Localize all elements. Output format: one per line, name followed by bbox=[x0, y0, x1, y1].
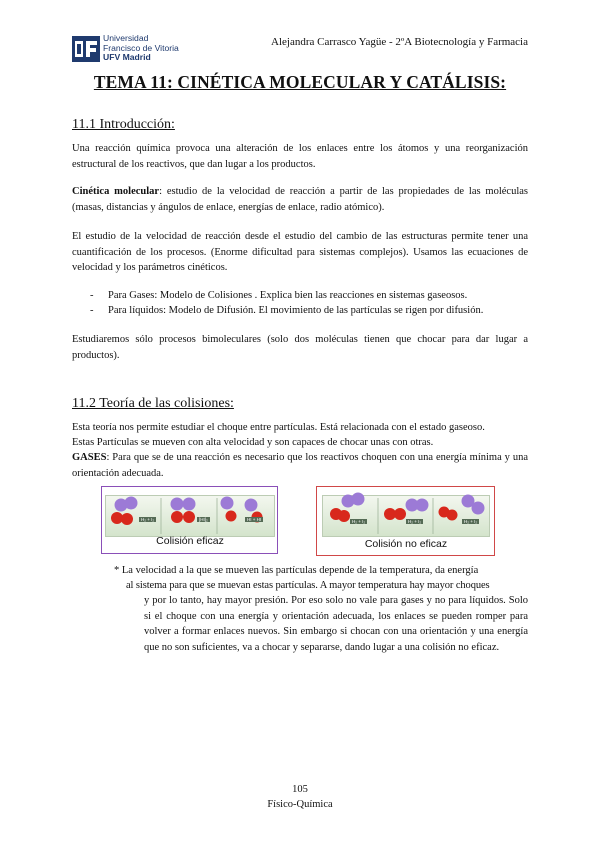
bullet-liquids: Para líquidos: Modelo de Difusión. El movimiento de las partículas se rigen por difusión. bbox=[108, 305, 484, 316]
list-item: - Para líquidos: Modelo de Difusión. El movimiento de las partículas se rigen por difusión. bbox=[90, 305, 484, 316]
ineffective-collision-illustration bbox=[322, 488, 488, 536]
panel-label: H₂ + I₂ bbox=[352, 519, 366, 524]
panel-label: [HI]₂ bbox=[199, 517, 208, 522]
paragraph-collision-theory-2: Estas Partículas se mueven con alta velocidad y son capaces de chocar unas con otras. bbox=[72, 437, 434, 448]
paragraph-intro: Una reacción química provoca una alteración de los enlaces entre los átomos y una reorganización estructural de los reactivos, que dan lugar a los productos. bbox=[72, 143, 528, 170]
logo-line-3: UFV Madrid bbox=[103, 52, 151, 63]
university-crest-icon bbox=[72, 36, 100, 62]
panel-label: H₂ + I₂ bbox=[141, 517, 155, 522]
note-paragraph: y por lo tanto, hay mayor presión. Por eso solo no vale para gases y no para líquidos. Solo si el choque con una energía y orientación adecuada, los enlaces se pueden romper para volver a formar enlaces nuevos. Sin embargo si chocan con una orientación y una energía que no son suficientes, va a chocar y separarse, dando lugar a una colisión no eficaz. bbox=[144, 595, 528, 653]
panel-label: HI + HI bbox=[247, 517, 262, 522]
header-author: Alejandra Carrasco Yagüe - 2ºA Biotecnología y Farmacia bbox=[271, 36, 528, 48]
caption-ineffective: Colisión no eficaz bbox=[364, 538, 448, 550]
section-heading-intro: 11.1 Introducción: bbox=[72, 117, 175, 132]
note-line-2: al sistema para que se muevan estas partículas. A mayor temperatura hay mayor choques bbox=[126, 580, 490, 591]
page-number: 105 bbox=[292, 784, 308, 795]
paragraph-gases bbox=[72, 450, 528, 481]
term-gases: GASES bbox=[72, 452, 107, 463]
panel-label: H₂ + I₂ bbox=[408, 519, 422, 524]
caption-effective: Colisión eficaz bbox=[156, 535, 224, 547]
section-heading-collisions: 11.2 Teoría de las colisiones: bbox=[72, 396, 234, 411]
logo-line-2: Francisco de Vitoria bbox=[103, 42, 179, 53]
university-logo bbox=[72, 34, 184, 64]
logo-line-1: Universidad bbox=[103, 33, 149, 43]
page-title: TEMA 11: CINÉTICA MOLECULAR Y CATÁLISIS: bbox=[93, 72, 507, 92]
panel-label: H₂ + I₂ bbox=[464, 519, 478, 524]
kinetics-definition: : estudio de la velocidad de reacción a partir de las propiedades de las moléculas (masas, distancias y ángulos de enlace, energías de enlace, radio atómico). bbox=[72, 186, 528, 213]
footer-subject: Físico-Química bbox=[267, 799, 333, 810]
note-line-1: * La velocidad a la que se mueven las partículas depende de la temperatura, da energía bbox=[114, 565, 479, 576]
term-cinetica-molecular: Cinética molecular bbox=[72, 186, 160, 197]
list-item: - Para Gases: Modelo de Colisiones . Explica bien las reacciones en sistemas gaseosos. bbox=[90, 290, 468, 301]
gases-definition: : Para que se de una reacción es necesario que los reactivos choquen con una energía mínima y una orientación adecuada. bbox=[72, 452, 528, 479]
bullet-gases: Para Gases: Modelo de Colisiones . Explica bien las reacciones en sistemas gaseosos. bbox=[108, 290, 468, 301]
paragraph-bimolecular: Estudiaremos sólo procesos bimoleculares (solo dos moléculas tienen que chocar para dar lugar a productos). bbox=[72, 334, 528, 361]
paragraph-rate-study: El estudio de la velocidad de reacción desde el estudio del cambio de las estructuras permite tener una cuantificación de los procesos. (Enorme dificultad para sistemas complejos). Usamos las ecuaciones de velocidad y los parámetros cinéticos. bbox=[72, 231, 528, 273]
figure-effective-collision bbox=[101, 486, 279, 555]
effective-collision-illustration bbox=[105, 488, 273, 536]
paragraph-kinetics bbox=[72, 184, 528, 215]
figure-ineffective-collision bbox=[316, 486, 496, 557]
paragraph-collision-theory-1: Esta teoría nos permite estudiar el choque entre partículas. Está relacionada con el estado gaseoso. bbox=[72, 422, 485, 433]
